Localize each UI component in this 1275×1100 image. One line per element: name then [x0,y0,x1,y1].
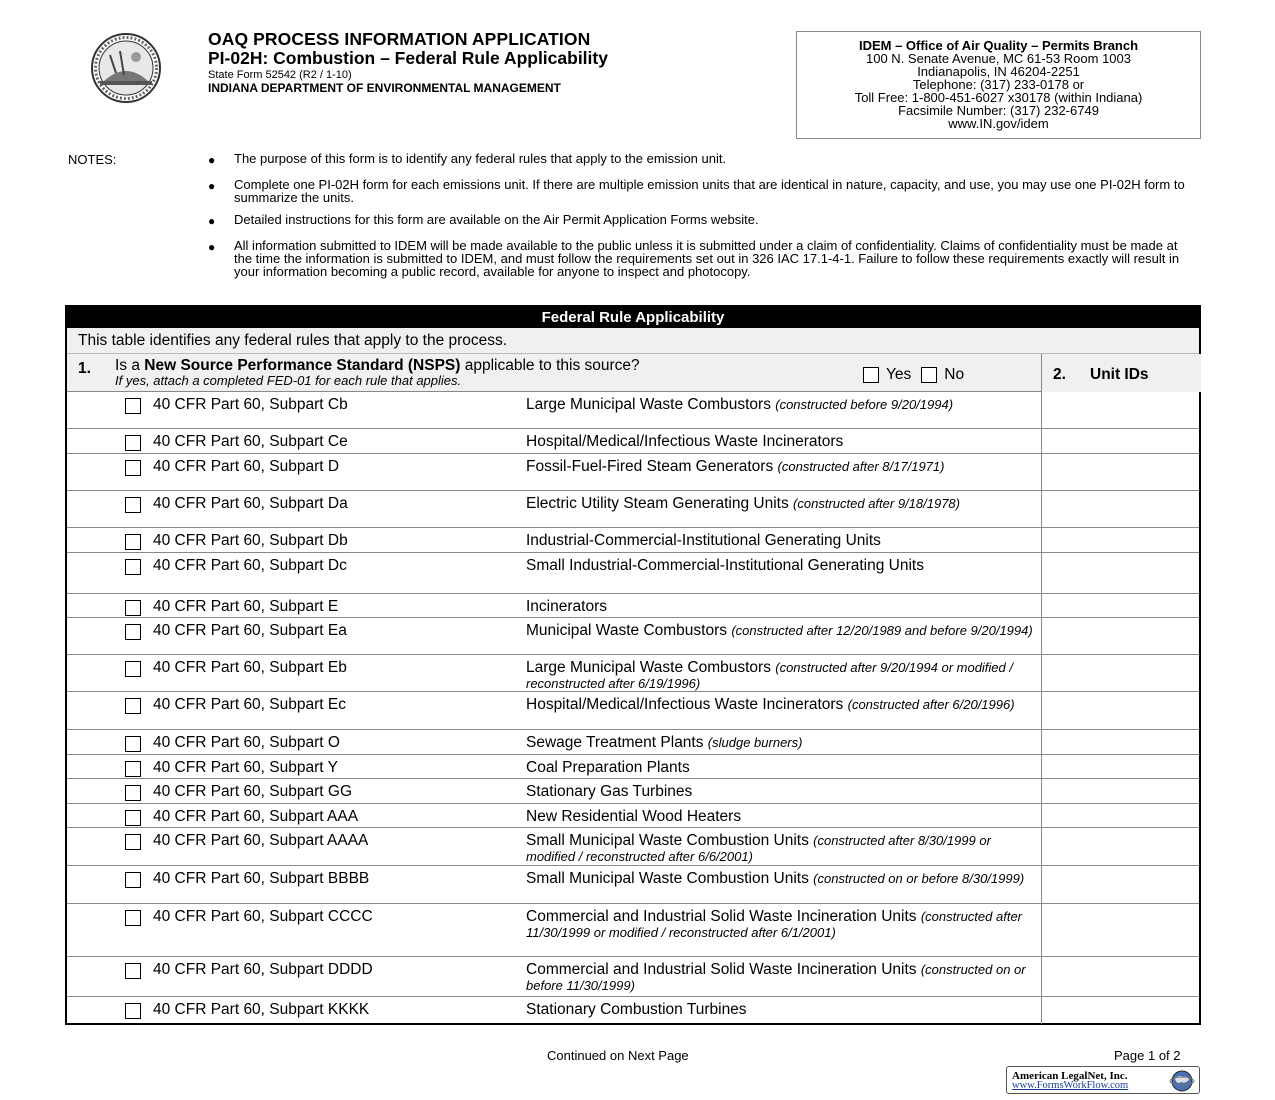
rule-checkbox[interactable] [125,810,141,826]
rule-citation: 40 CFR Part 60, Subpart Y [153,759,338,776]
continued-note: Continued on Next Page [547,1048,689,1063]
rule-checkbox[interactable] [125,460,141,476]
unit-ids-cell[interactable] [1041,755,1042,778]
rule-citation: 40 CFR Part 60, Subpart Ec [153,696,346,713]
rule-note: (constructed on or before 8/30/1999) [813,871,1025,886]
rule-note: (sludge burners) [707,735,803,750]
unit-ids-cell[interactable] [1041,804,1042,827]
form-header [208,30,608,95]
unit-ids-cell[interactable] [1041,692,1042,729]
rule-note: (constructed on or before 11/30/1999) [526,962,1026,993]
rule-row [67,692,1199,730]
rule-description: Hospital/Medical/Infectious Waste Incinerators (constructed after 6/20/1996) [526,696,1015,713]
unit-ids-cell[interactable] [1041,828,1042,865]
toll-free: Toll Free: 1-800-451-6027 x30178 (within Indiana) [854,90,1143,105]
address-box [796,31,1201,139]
yes-label: Yes [886,366,912,383]
street-address: 100 N. Senate Avenue, MC 61-53 Room 1003 [866,51,1131,66]
rule-citation: 40 CFR Part 60, Subpart Eb [153,659,347,676]
rule-checkbox[interactable] [125,872,141,888]
rule-row [67,904,1199,957]
rule-note: (constructed before 9/20/1994) [775,397,954,412]
unit-ids-cell[interactable] [1041,392,1042,428]
rule-note: (constructed after 6/20/1996) [847,697,1015,712]
rule-citation: 40 CFR Part 60, Subpart Da [153,495,348,512]
note-item: ● The purpose of this form is to identify any federal rules that apply to the emission unit. [208,151,727,167]
unit-ids-cell[interactable] [1041,866,1042,903]
federal-rule-table [65,305,1201,1025]
unit-ids-cell[interactable] [1041,553,1042,593]
website: www.IN.gov/idem [948,116,1049,131]
notes-label: NOTES: [68,152,117,167]
rule-description: Incinerators [526,598,607,615]
table-intro: This table identifies any federal rules that apply to the process. [67,328,1199,354]
form-subtitle: PI-02H: Combustion – Federal Rule Applicability [208,48,608,68]
no-checkbox[interactable] [921,367,937,383]
unit-ids-cell[interactable] [1041,730,1042,754]
yes-checkbox[interactable] [863,367,879,383]
rule-description: Fossil-Fuel-Fired Steam Generators (constructed after 8/17/1971) [526,458,945,475]
rule-citation: 40 CFR Part 60, Subpart Cb [153,396,348,413]
rule-checkbox[interactable] [125,534,141,550]
bullet-icon: ● [208,214,216,228]
rule-rows [67,392,1199,1024]
rule-description: Commercial and Industrial Solid Waste Incineration Units (constructed on or before 11/30/1999) [526,961,1026,993]
rule-checkbox[interactable] [125,497,141,513]
rule-row [67,491,1199,528]
brand-badge[interactable] [1006,1066,1200,1094]
brand-url[interactable]: www.FormsWorkFlow.com [1012,1080,1129,1091]
rule-row [67,730,1199,755]
unit-ids-header [1041,354,1201,392]
rule-checkbox[interactable] [125,785,141,801]
form-title: OAQ PROCESS INFORMATION APPLICATION [208,29,591,49]
yes-no-group [863,366,964,384]
rule-row [67,866,1199,904]
rule-description: Electric Utility Steam Generating Units (constructed after 9/18/1978) [526,495,960,512]
state-seal-icon [70,33,182,103]
rule-row [67,553,1199,594]
rule-row [67,755,1199,779]
rule-description: Small Municipal Waste Combustion Units (constructed after 8/30/1999 or modified / reconstructed after 6/6/2001) [526,832,991,864]
unit-ids-cell[interactable] [1041,429,1042,453]
rule-row [67,655,1199,692]
rule-checkbox[interactable] [125,761,141,777]
rule-description: Small Industrial-Commercial-Institutional Generating Units [526,557,924,574]
rule-checkbox[interactable] [125,600,141,616]
unit-ids-cell[interactable] [1041,594,1042,617]
rule-row [67,618,1199,655]
rule-citation: 40 CFR Part 60, Subpart BBBB [153,870,370,887]
rule-citation: 40 CFR Part 60, Subpart AAA [153,808,359,825]
rule-description: Municipal Waste Combustors (constructed after 12/20/1989 and before 9/20/1994) [526,622,1033,639]
unit-ids-cell[interactable] [1041,997,1042,1024]
office-name: IDEM – Office of Air Quality – Permits Branch [858,38,1139,53]
unit-ids-cell[interactable] [1041,491,1042,527]
rule-description: Stationary Gas Turbines [526,783,693,800]
rule-citation: 40 CFR Part 60, Subpart GG [153,783,353,800]
no-label: No [944,366,965,383]
globe-icon [1169,1069,1195,1093]
unit-ids-cell[interactable] [1041,618,1042,654]
rule-citation: 40 CFR Part 60, Subpart CCCC [153,908,373,925]
rule-checkbox[interactable] [125,661,141,677]
rule-citation: 40 CFR Part 60, Subpart Ce [153,433,348,450]
rule-checkbox[interactable] [125,910,141,926]
rule-checkbox[interactable] [125,1003,141,1019]
note-item: ● All information submitted to IDEM will be made available to the public unless it is submitted under a claim of confidentiality. Claims of confidentiality must be made at the time the information is submitted to IDEM, and must follow the requirements set out in 326 IAC 17.1-4-1. Failure to follow these requirements exactly will result in your information becoming a public record, available for anyone to inspect and photocopy. [208,237,1180,279]
bullet-icon: ● [208,178,216,193]
rule-checkbox[interactable] [125,698,141,714]
rule-row [67,594,1199,618]
rule-row [67,804,1199,828]
rule-checkbox[interactable] [125,834,141,850]
telephone: Telephone: (317) 233-0178 or [912,77,1085,92]
rule-description: Large Municipal Waste Combustors (constructed after 9/20/1994 or modified / reconstructed after 6/19/1996) [526,659,1013,691]
rule-note: (constructed after 8/30/1999 or modified / reconstructed after 6/6/2001) [526,833,991,864]
rule-citation: 40 CFR Part 60, Subpart Ea [153,622,347,639]
rule-row [67,454,1199,491]
rule-citation: 40 CFR Part 60, Subpart D [153,458,340,475]
unit-ids-cell[interactable] [1041,655,1042,691]
unit-ids-cell[interactable] [1041,454,1042,490]
rule-citation: 40 CFR Part 60, Subpart Dc [153,557,347,574]
fax-number: Facsimile Number: (317) 232-6749 [898,103,1099,118]
rule-description: Stationary Combustion Turbines [526,1001,747,1018]
rule-citation: 40 CFR Part 60, Subpart AAAA [153,832,369,849]
question-text: Is a New Source Performance Standard (NSPS) applicable to this source? [115,357,640,374]
rule-citation: 40 CFR Part 60, Subpart DDDD [153,961,373,978]
rule-note: (constructed after 9/20/1994 or modified / reconstructed after 6/19/1996) [526,660,1013,691]
rule-note: (constructed after 9/18/1978) [793,496,960,511]
question-subtext: If yes, attach a completed FED-01 for each rule that applies. [115,373,462,388]
rule-note: (constructed after 12/20/1989 and before 9/20/1994) [731,623,1033,638]
unit-ids-label: Unit IDs [1090,366,1149,383]
rule-checkbox[interactable] [125,435,141,451]
unit-ids-cell[interactable] [1041,779,1042,803]
rule-note: (constructed after 8/17/1971) [777,459,945,474]
question-number: 1. [78,360,91,377]
rule-description: Large Municipal Waste Combustors (constructed before 9/20/1994) [526,396,954,413]
rule-row [67,429,1199,454]
rule-description: Coal Preparation Plants [526,759,690,776]
rule-row [67,779,1199,804]
rule-description: Small Municipal Waste Combustion Units (constructed on or before 8/30/1999) [526,870,1025,887]
rule-description: New Residential Wood Heaters [526,808,742,825]
rule-checkbox[interactable] [125,624,141,640]
page-number: Page 1 of 2 [1114,1048,1181,1063]
state-form-number: State Form 52542 (R2 / 1-10) [208,69,352,81]
rule-note: (constructed after 11/30/1999 or modified / reconstructed after 6/1/2001) [526,909,1022,940]
rule-citation: 40 CFR Part 60, Subpart Db [153,532,348,549]
rule-checkbox[interactable] [125,963,141,979]
notes-list [208,152,1198,287]
question-nsps [67,354,1199,392]
rule-description: Industrial-Commercial-Institutional Generating Units [526,532,881,549]
rule-checkbox[interactable] [125,559,141,575]
rule-description: Hospital/Medical/Infectious Waste Incinerators [526,433,844,450]
rule-row [67,528,1199,553]
rule-row [67,828,1199,866]
table-heading: Federal Rule Applicability [67,307,1199,328]
rule-citation: 40 CFR Part 60, Subpart O [153,734,340,751]
rule-checkbox[interactable] [125,736,141,752]
rule-description: Sewage Treatment Plants (sludge burners) [526,734,803,751]
city-address: Indianapolis, IN 46204-2251 [917,64,1080,79]
rule-row [67,997,1199,1024]
unit-ids-cell[interactable] [1041,528,1042,552]
rule-row [67,957,1199,997]
unit-ids-cell[interactable] [1041,957,1042,996]
rule-description: Commercial and Industrial Solid Waste Incineration Units (constructed after 11/30/1999 or modified / reconstructed after 6/1/2001) [526,908,1022,940]
rule-row [67,392,1199,429]
brand-name: American LegalNet, Inc. [1012,1070,1128,1082]
note-item: ● Detailed instructions for this form are available on the Air Permit Application Forms website. [208,212,759,228]
rule-citation: 40 CFR Part 60, Subpart KKKK [153,1001,370,1018]
bullet-icon: ● [208,153,216,167]
note-item: ● Complete one PI-02H form for each emissions unit. If there are multiple emission units that are identical in nature, capacity, and use, you may use one PI-02H form to summarize the units. [208,176,1185,205]
bullet-icon: ● [208,239,216,254]
question-number-2: 2. [1053,366,1066,383]
department-name: INDIANA DEPARTMENT OF ENVIRONMENTAL MANAGEMENT [208,81,561,95]
rule-citation: 40 CFR Part 60, Subpart E [153,598,339,615]
rule-checkbox[interactable] [125,398,141,414]
unit-ids-cell[interactable] [1041,904,1042,956]
